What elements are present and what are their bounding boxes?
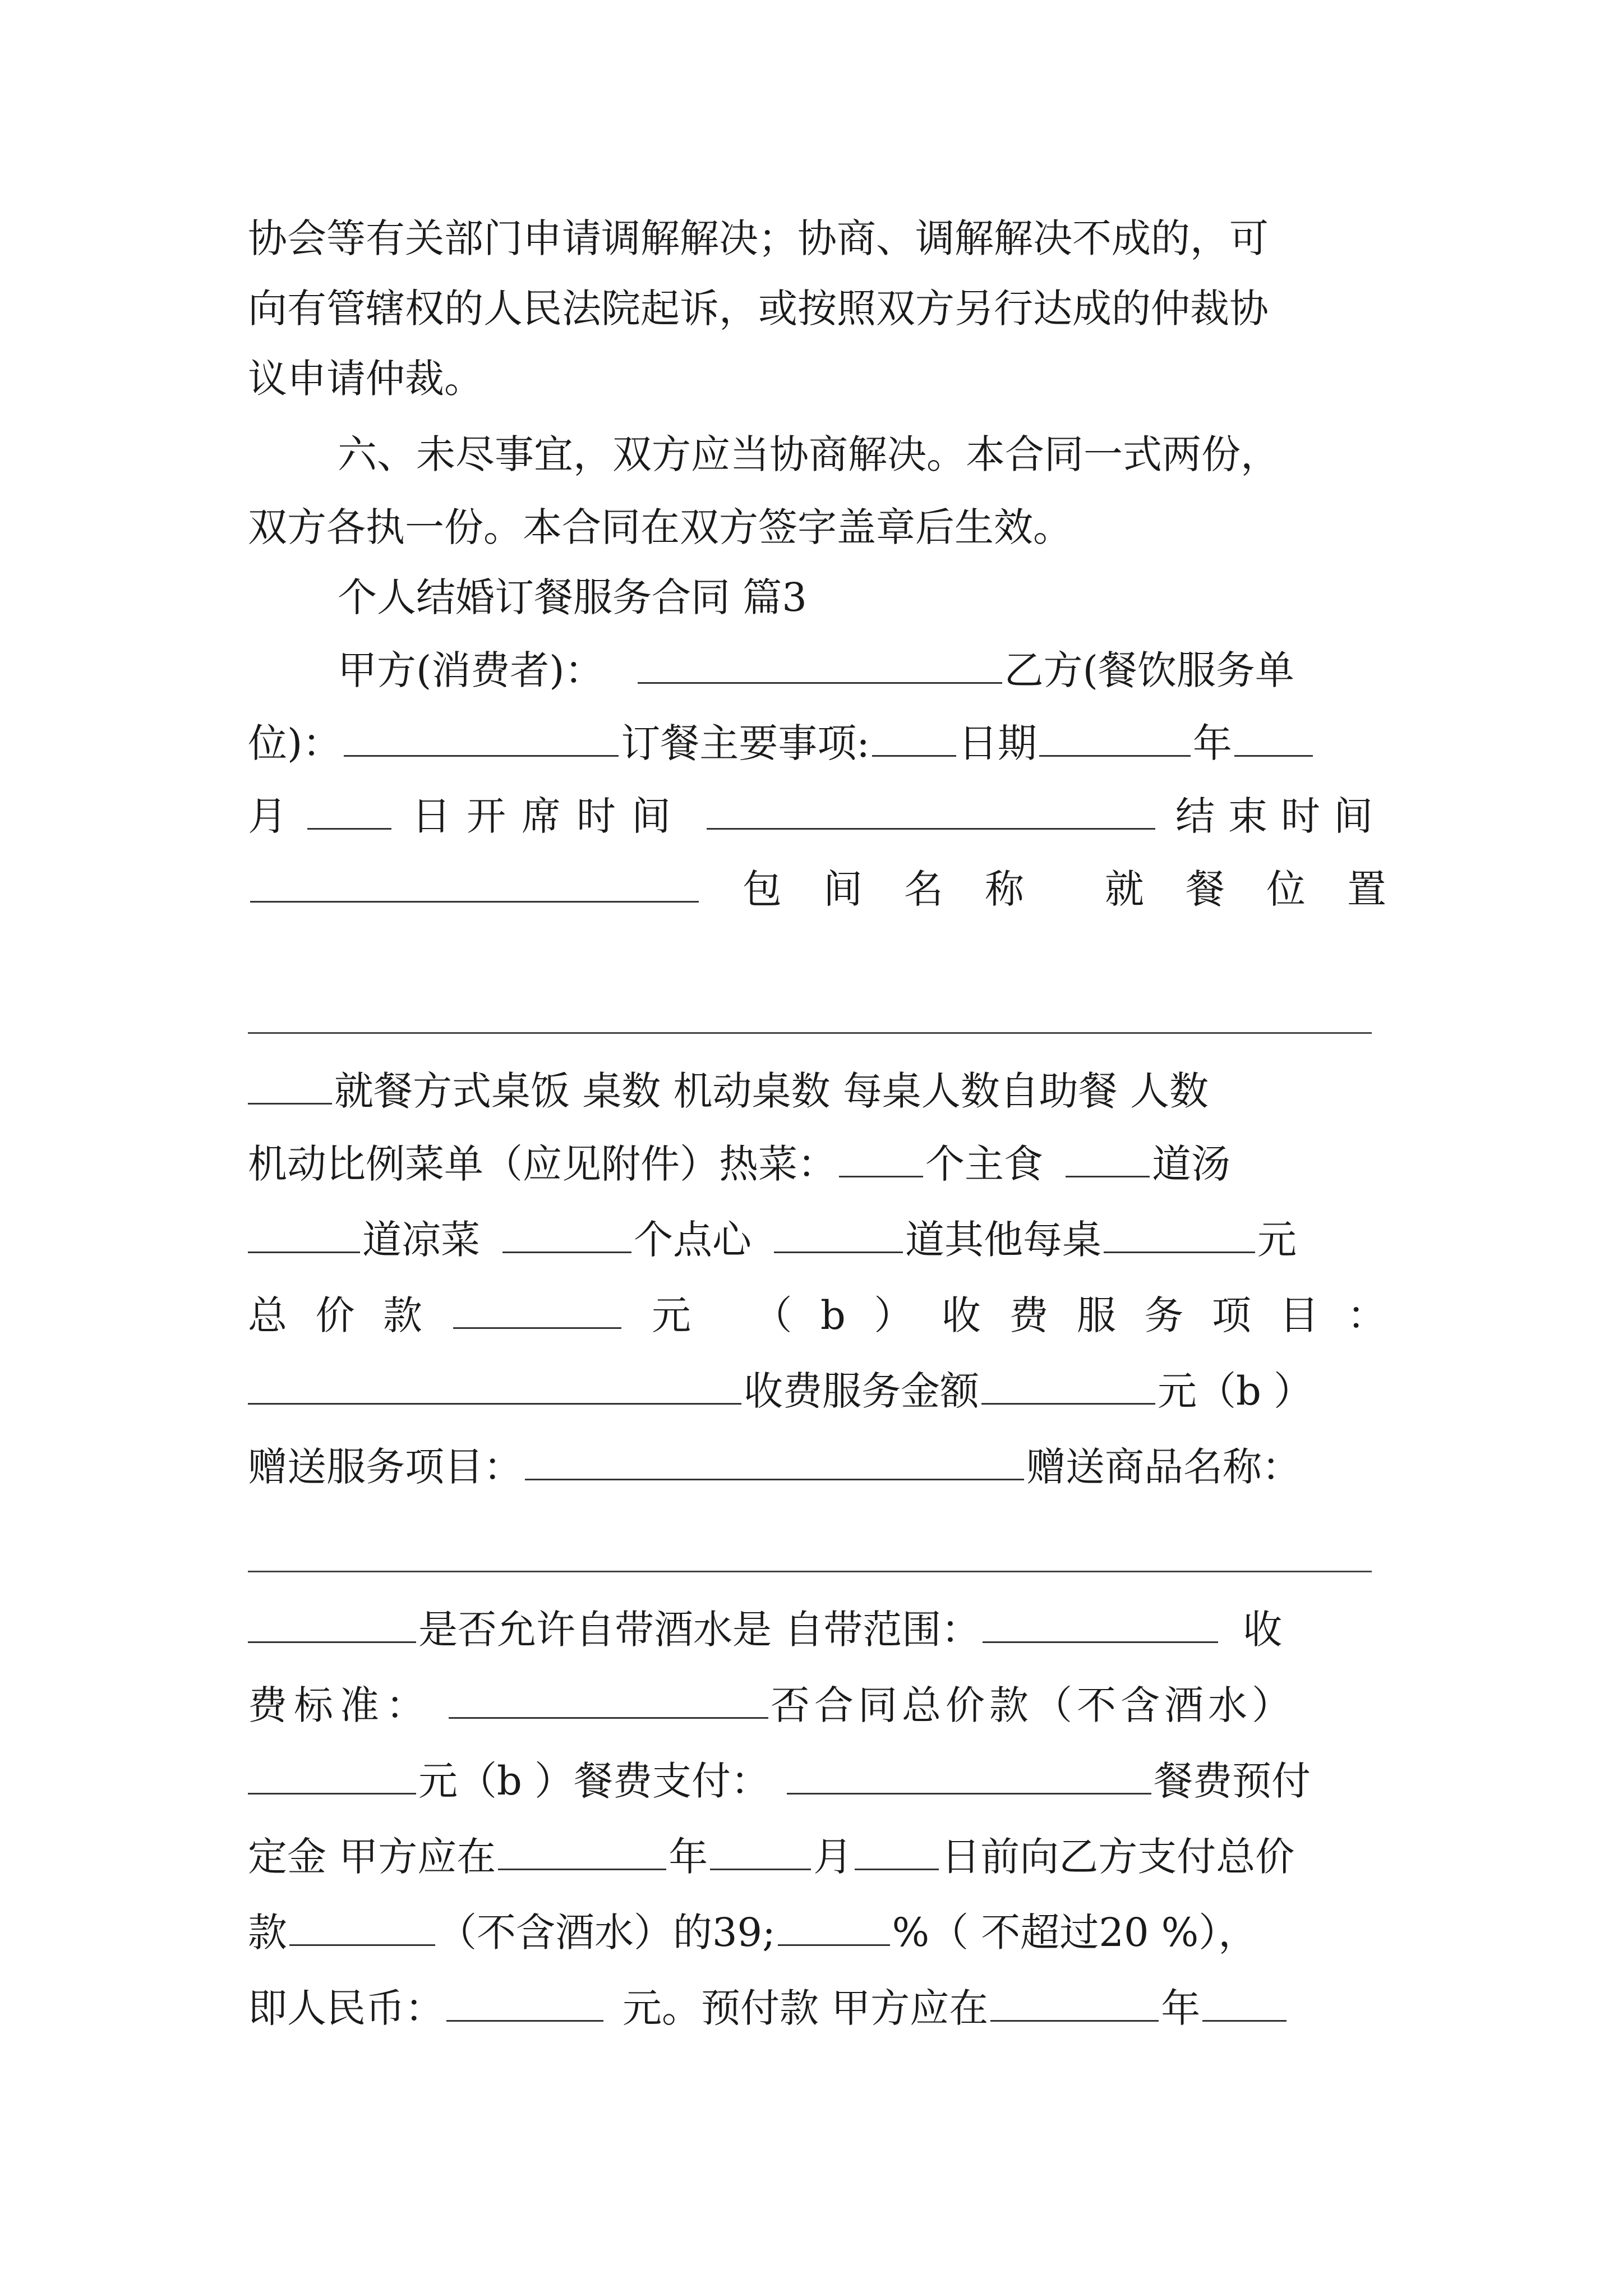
text: 收 [941, 1292, 981, 1338]
fill-blank[interactable] [872, 718, 956, 757]
text: %（ 不超过20 %）， [892, 1910, 1258, 1955]
form-row-parties [338, 639, 1386, 701]
fill-blank[interactable] [525, 1442, 1024, 1480]
text: 月 [813, 1834, 853, 1880]
text: 名 [904, 866, 943, 912]
form-row-room [248, 858, 1386, 920]
text: 六、未尽事宜，双方应当协商解决。本合同一式两份， [338, 431, 1280, 477]
fill-blank[interactable] [1234, 718, 1313, 757]
fill-blank[interactable] [990, 1983, 1159, 2022]
text: 元（b ）餐费支付： [418, 1758, 771, 1804]
text: ： [1347, 1292, 1386, 1338]
article-six-line [338, 424, 1386, 485]
form-row-dishes [248, 1209, 1386, 1271]
text: 订餐主要事项: [621, 720, 870, 766]
fill-blank[interactable] [344, 718, 619, 757]
text: 个点心 [634, 1217, 751, 1263]
text: 月 [248, 793, 287, 839]
fill-blank[interactable] [1039, 718, 1191, 757]
form-row-gifts [248, 1436, 1386, 1498]
form-row-deposit-ratio [248, 1902, 1386, 1963]
fill-blank[interactable] [707, 791, 1155, 830]
text: 费标准： [248, 1682, 432, 1728]
text: 间 [823, 866, 863, 912]
fill-blank[interactable] [307, 791, 391, 830]
text: 位 [1266, 866, 1306, 912]
text: 就餐方式桌饭 桌数 机动桌数 每桌人数自助餐 人数 [334, 1068, 1209, 1114]
form-row-rmb-amount [248, 1977, 1386, 2039]
fill-blank[interactable] [855, 1832, 939, 1870]
text: 道汤 [1152, 1141, 1230, 1187]
form-row-deposit [248, 1826, 1386, 1888]
text: 服 [1076, 1292, 1116, 1338]
text: 赠送服务项目： [248, 1444, 523, 1490]
label-party-b: 乙方(餐饮服务单 [1004, 647, 1294, 693]
fill-blank[interactable] [453, 1290, 621, 1329]
text: 称 [985, 866, 1024, 912]
fill-blank[interactable] [778, 1907, 890, 1946]
text: 餐费预付 [1154, 1758, 1311, 1804]
form-row-service-fee [248, 1360, 1386, 1422]
body-text-line: 议申请仲裁。 [248, 356, 483, 402]
fill-blank[interactable] [1104, 1214, 1255, 1253]
text: 总 [248, 1292, 287, 1338]
fill-blank[interactable] [1066, 1139, 1150, 1177]
body-text-line [248, 278, 1386, 339]
text: 收 [1243, 1607, 1283, 1653]
text: 元 [652, 1292, 691, 1338]
text: （ [753, 1292, 792, 1338]
text: （不含酒水）的39; [437, 1910, 776, 1955]
text: b [820, 1292, 846, 1338]
fill-blank[interactable] [983, 1604, 1218, 1643]
text: 元 [1257, 1217, 1297, 1263]
text: 个主食 [925, 1141, 1043, 1187]
fill-blank[interactable] [248, 1756, 416, 1795]
form-row-menu [248, 1133, 1386, 1195]
text: 日开席时间 [412, 793, 686, 839]
text: 年 [1161, 1985, 1201, 2031]
text: 机动比例菜单（应见附件）热菜： [248, 1141, 837, 1187]
text: 元。预付款 甲方应在 [623, 1985, 989, 2031]
article-six-line: 双方各执一份。本合同在双方签字盖章后生效。 [248, 504, 1072, 550]
text: 道凉菜 [362, 1217, 480, 1263]
text: 款 [383, 1292, 422, 1338]
text: 费 [1009, 1292, 1049, 1338]
form-row-order-items [248, 712, 1386, 774]
text: 协会等有关部门申请调解解决；协商、调解解决不成的，可 [248, 215, 1269, 261]
text: 年 [1192, 720, 1232, 766]
text: 道其他每桌 [905, 1217, 1101, 1263]
text: 年 [668, 1834, 708, 1880]
text: 日前向乙方支付总价 [941, 1834, 1295, 1880]
fill-blank[interactable] [498, 1832, 666, 1870]
fill-line[interactable] [248, 1571, 1372, 1572]
fill-blank[interactable] [248, 1066, 332, 1105]
text: ） [874, 1292, 914, 1338]
text: 元（b ） [1158, 1368, 1313, 1414]
fill-blank[interactable] [839, 1139, 923, 1177]
form-row-own-drinks [248, 1599, 1386, 1660]
fill-blank[interactable] [1202, 1983, 1287, 2022]
text: 价 [315, 1292, 355, 1338]
text: 赠送商品名称： [1026, 1444, 1301, 1490]
fill-blank[interactable] [787, 1756, 1151, 1795]
fill-blank[interactable] [710, 1832, 811, 1870]
text: 位)： [248, 720, 342, 766]
text: 包 [743, 866, 782, 912]
text: 款 [248, 1910, 287, 1955]
form-row-dining-mode [248, 1060, 1386, 1122]
fill-blank[interactable] [248, 1214, 360, 1253]
text: 定金 甲方应在 [248, 1834, 496, 1880]
fill-blank[interactable] [248, 1366, 741, 1405]
text: 餐 [1186, 866, 1225, 912]
form-row-payment [248, 1750, 1386, 1812]
text: 项 [1211, 1292, 1251, 1338]
form-row-total-price [248, 1285, 1386, 1346]
label-party-a: 甲方(消费者)： [338, 647, 604, 693]
text: 收费服务金额 [744, 1368, 979, 1414]
text: 即人民币： [248, 1985, 444, 2031]
fill-blank[interactable] [502, 1214, 631, 1253]
text: 务 [1144, 1292, 1184, 1338]
text: 就 [1105, 866, 1144, 912]
fill-blank[interactable] [774, 1214, 903, 1253]
fill-blank[interactable] [446, 1983, 603, 2022]
text: 日期 [958, 720, 1037, 766]
text: 否合同总价款（不含酒水） [771, 1682, 1295, 1728]
fill-blank[interactable] [248, 1604, 416, 1643]
fill-blank[interactable] [638, 645, 1002, 684]
section-title: 个人结婚订餐服务合同 篇3 [338, 574, 807, 620]
text: 是否允许自带酒水是 自带范围： [418, 1607, 981, 1653]
text: 结束时间 [1175, 793, 1386, 839]
text: 向有管辖权的人民法院起诉，或按照双方另行达成的仲裁协 [248, 286, 1269, 332]
fill-line[interactable] [248, 1032, 1372, 1034]
form-row-times [248, 785, 1386, 847]
fill-blank[interactable] [449, 1680, 768, 1719]
text: 目 [1279, 1292, 1319, 1338]
form-row-fee-standard [248, 1674, 1386, 1736]
fill-blank[interactable] [289, 1907, 435, 1946]
fill-blank[interactable] [250, 864, 699, 903]
fill-blank[interactable] [981, 1366, 1155, 1405]
body-text-line [248, 208, 1386, 269]
text: 置 [1347, 866, 1386, 912]
